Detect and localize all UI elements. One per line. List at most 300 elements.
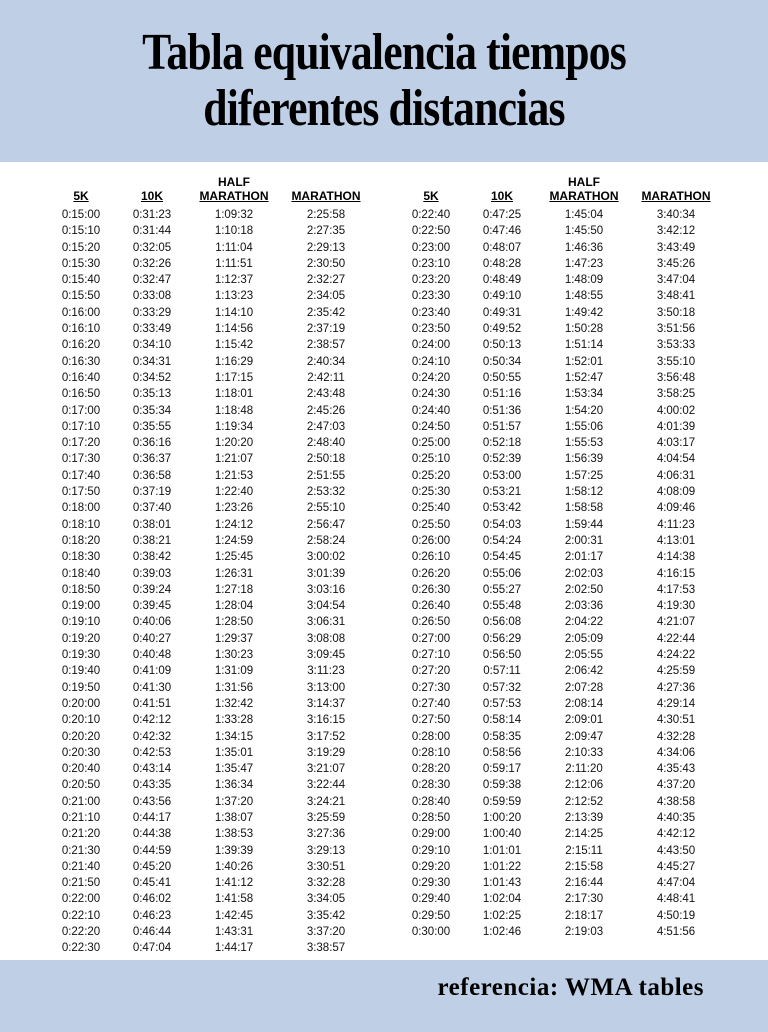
time-cell: 0:50:34 <box>482 355 522 368</box>
table-row <box>396 403 722 419</box>
time-cell: 1:01:22 <box>482 860 522 873</box>
time-cell: 2:14:25 <box>564 828 604 841</box>
table-row <box>396 305 722 321</box>
time-cell: 0:25:00 <box>411 437 451 450</box>
table-row <box>46 696 372 712</box>
time-cell: 2:35:42 <box>306 306 346 319</box>
table-row <box>396 419 722 435</box>
time-cell: 3:27:36 <box>306 828 346 841</box>
time-cell: 0:27:40 <box>411 697 451 710</box>
table-row <box>46 337 372 353</box>
table-row <box>396 614 722 630</box>
time-cell: 1:54:20 <box>564 404 604 417</box>
time-cell: 3:32:28 <box>306 877 346 890</box>
time-cell: 0:17:30 <box>61 453 101 466</box>
time-cell: 1:48:55 <box>564 290 604 303</box>
time-cell: 1:02:25 <box>482 909 522 922</box>
time-cell: 0:16:20 <box>61 339 101 352</box>
time-cell: 1:45:04 <box>564 209 604 221</box>
time-cell: 0:57:53 <box>482 697 522 710</box>
table-row <box>46 712 372 728</box>
time-cell: 0:27:00 <box>411 632 451 645</box>
time-cell: 1:10:18 <box>214 225 254 238</box>
time-cell: 0:42:32 <box>132 730 172 743</box>
time-cell: 0:47:25 <box>482 209 522 221</box>
time-cell: 2:25:58 <box>306 209 346 221</box>
time-cell: 0:28:30 <box>411 779 451 792</box>
table-row <box>46 826 372 842</box>
time-cell: 2:37:19 <box>306 323 346 336</box>
table-row <box>46 908 372 924</box>
time-cell: 3:58:25 <box>656 388 696 401</box>
time-cell: 0:24:20 <box>411 371 451 384</box>
time-cell: 0:47:46 <box>482 225 522 238</box>
time-cell: 3:45:26 <box>656 257 696 270</box>
time-cell: 0:28:20 <box>411 763 451 776</box>
time-cell: 0:45:41 <box>132 877 172 890</box>
title-line-1: Tabla equivalencia tiempos <box>142 23 626 81</box>
time-cell: 2:10:33 <box>564 746 604 759</box>
time-cell: 4:01:39 <box>656 420 696 433</box>
time-cell: 1:29:37 <box>214 632 254 645</box>
time-cell: 0:46:02 <box>132 893 172 906</box>
time-cell: 0:31:44 <box>132 225 172 238</box>
table-row <box>396 549 722 565</box>
time-cell: 0:32:05 <box>132 241 172 254</box>
time-cell: 0:16:10 <box>61 323 101 336</box>
time-cell: 0:22:10 <box>61 909 101 922</box>
time-cell: 1:01:01 <box>482 844 522 857</box>
time-cell: 3:43:49 <box>656 241 696 254</box>
time-cell: 1:58:12 <box>564 486 604 499</box>
time-cell: 2:29:13 <box>306 241 346 254</box>
time-cell: 3:47:04 <box>656 274 696 287</box>
col-header-top: HALF <box>218 175 250 189</box>
time-cell: 1:44:17 <box>214 942 254 955</box>
col-header-half-marathon <box>538 170 630 205</box>
time-cell: 0:35:55 <box>132 420 172 433</box>
table-row <box>396 761 722 777</box>
time-cell: 0:41:30 <box>132 681 172 694</box>
time-cell: 0:26:50 <box>411 616 451 629</box>
time-cell: 0:51:36 <box>482 404 522 417</box>
table-row <box>396 631 722 647</box>
time-cell: 0:16:00 <box>61 306 101 319</box>
time-cell: 2:05:55 <box>564 649 604 662</box>
time-cell: 0:40:27 <box>132 632 172 645</box>
time-cell: 1:30:23 <box>214 649 254 662</box>
time-cell: 0:50:13 <box>482 339 522 352</box>
table-row <box>46 647 372 663</box>
time-cell: 1:38:53 <box>214 828 254 841</box>
time-cell: 1:09:32 <box>214 209 254 221</box>
table-row <box>396 256 722 272</box>
time-cell: 4:48:41 <box>656 893 696 906</box>
table-row <box>46 321 372 337</box>
col-header-5k <box>396 170 466 205</box>
table-row <box>396 794 722 810</box>
time-cell: 0:28:10 <box>411 746 451 759</box>
time-cell: 0:33:49 <box>132 323 172 336</box>
time-cell: 4:25:59 <box>656 665 696 678</box>
table-row <box>46 386 372 402</box>
time-cell: 2:43:48 <box>306 388 346 401</box>
table-row <box>46 549 372 565</box>
time-cell: 0:23:20 <box>411 274 451 287</box>
time-cell: 1:18:01 <box>214 388 254 401</box>
time-cell: 0:16:30 <box>61 355 101 368</box>
table-row <box>396 435 722 451</box>
time-cell: 0:15:40 <box>61 274 101 287</box>
time-cell: 3:09:45 <box>306 649 346 662</box>
time-cell: 2:13:39 <box>564 811 604 824</box>
time-cell: 0:24:00 <box>411 339 451 352</box>
time-cell: 0:15:20 <box>61 241 101 254</box>
time-cell: 0:54:24 <box>482 534 522 547</box>
time-cell: 1:25:45 <box>214 551 254 564</box>
time-cell: 4:16:15 <box>656 567 696 580</box>
time-cell: 0:23:10 <box>411 257 451 270</box>
time-cell: 0:28:40 <box>411 795 451 808</box>
time-cell: 0:25:20 <box>411 469 451 482</box>
time-cell: 0:29:30 <box>411 877 451 890</box>
time-cell: 0:50:55 <box>482 371 522 384</box>
time-cell: 2:50:18 <box>306 453 346 466</box>
time-cell: 0:54:03 <box>482 518 522 531</box>
time-cell: 0:16:40 <box>61 371 101 384</box>
time-cell: 4:29:14 <box>656 697 696 710</box>
table-right-header <box>396 170 722 205</box>
time-cell: 1:41:12 <box>214 877 254 890</box>
time-cell: 0:29:10 <box>411 844 451 857</box>
time-cell: 1:14:10 <box>214 306 254 319</box>
col-header-label: MARATHON <box>291 189 361 203</box>
time-cell: 2:40:34 <box>306 355 346 368</box>
time-cell: 0:20:50 <box>61 779 101 792</box>
table-row <box>46 810 372 826</box>
col-header-label: MARATHON <box>641 189 711 203</box>
table-row <box>396 288 722 304</box>
time-cell: 0:38:21 <box>132 534 172 547</box>
table-row <box>396 272 722 288</box>
time-cell: 3:06:31 <box>306 616 346 629</box>
time-cell: 0:25:50 <box>411 518 451 531</box>
time-cell: 2:11:20 <box>565 763 603 776</box>
time-cell: 2:12:52 <box>564 795 604 808</box>
time-cell: 1:35:47 <box>214 763 254 776</box>
table-row <box>396 729 722 745</box>
time-cell: 2:32:27 <box>306 274 346 287</box>
time-cell: 4:37:20 <box>656 779 696 792</box>
time-cell: 1:42:45 <box>214 909 254 922</box>
table-row <box>396 826 722 842</box>
table-row <box>396 451 722 467</box>
time-cell: 0:18:00 <box>61 502 101 515</box>
time-cell: 0:21:50 <box>61 877 101 890</box>
time-cell: 0:36:58 <box>132 469 172 482</box>
time-cell: 0:42:53 <box>132 746 172 759</box>
time-cell: 0:19:40 <box>61 665 101 678</box>
table-left-body <box>46 207 372 957</box>
time-cell: 4:40:35 <box>656 811 696 824</box>
time-cell: 0:18:50 <box>61 583 101 596</box>
time-cell: 0:27:10 <box>411 649 451 662</box>
time-cell: 3:08:08 <box>306 632 346 645</box>
time-cell: 3:50:18 <box>656 306 696 319</box>
time-cell: 0:59:17 <box>482 763 522 776</box>
table-row <box>46 598 372 614</box>
time-cell: 0:55:27 <box>482 583 522 596</box>
col-header-top: HALF <box>568 175 600 189</box>
col-header-10k <box>466 170 538 205</box>
time-cell: 3:42:12 <box>656 225 696 238</box>
time-cell: 1:11:04 <box>215 241 253 254</box>
time-cell: 0:16:50 <box>61 388 101 401</box>
time-cell: 3:04:54 <box>306 600 346 613</box>
table-row <box>396 207 722 223</box>
time-cell: 2:00:31 <box>564 534 604 547</box>
time-cell: 3:16:15 <box>306 714 346 727</box>
equivalence-table-panel <box>0 162 768 960</box>
table-row <box>396 696 722 712</box>
time-cell: 0:54:45 <box>482 551 522 564</box>
time-cell: 1:32:42 <box>214 697 254 710</box>
time-cell: 0:36:16 <box>132 437 172 450</box>
time-cell: 1:51:14 <box>564 339 604 352</box>
table-row <box>46 729 372 745</box>
time-cell: 4:50:19 <box>656 909 696 922</box>
time-cell: 0:26:30 <box>411 583 451 596</box>
time-cell: 0:56:08 <box>482 616 522 629</box>
time-cell: 0:43:14 <box>132 763 172 776</box>
table-row <box>396 240 722 256</box>
time-cell: 2:53:32 <box>306 486 346 499</box>
time-cell: 3:24:21 <box>306 795 346 808</box>
table-row <box>46 272 372 288</box>
time-cell: 1:39:39 <box>214 844 254 857</box>
time-cell: 0:53:21 <box>482 486 522 499</box>
col-header-marathon <box>630 170 722 205</box>
time-cell: 1:43:31 <box>214 926 254 939</box>
time-cell: 1:21:53 <box>214 469 254 482</box>
table-row <box>46 940 372 956</box>
time-cell: 0:39:03 <box>132 567 172 580</box>
time-cell: 0:56:50 <box>482 649 522 662</box>
time-cell: 1:15:42 <box>214 339 254 352</box>
time-cell: 0:43:56 <box>132 795 172 808</box>
time-cell: 0:46:23 <box>132 909 172 922</box>
table-right-body <box>396 207 722 940</box>
table-row <box>396 321 722 337</box>
time-cell: 0:46:44 <box>132 926 172 939</box>
time-cell: 1:28:50 <box>214 616 254 629</box>
table-row <box>396 468 722 484</box>
table-row <box>396 875 722 891</box>
time-cell: 2:15:11 <box>565 844 603 857</box>
time-cell: 4:42:12 <box>656 828 696 841</box>
time-cell: 0:39:45 <box>132 600 172 613</box>
time-cell: 1:18:48 <box>214 404 254 417</box>
time-cell: 0:15:10 <box>61 225 101 238</box>
time-cell: 3:17:52 <box>306 730 346 743</box>
time-cell: 3:21:07 <box>306 763 346 776</box>
time-cell: 0:26:20 <box>411 567 451 580</box>
table-row <box>46 451 372 467</box>
time-cell: 2:42:11 <box>307 371 345 384</box>
table-row <box>46 875 372 891</box>
time-cell: 0:39:24 <box>132 583 172 596</box>
time-cell: 2:58:24 <box>306 534 346 547</box>
time-cell: 0:40:48 <box>132 649 172 662</box>
table-row <box>46 614 372 630</box>
time-cell: 1:50:28 <box>564 323 604 336</box>
time-cell: 2:38:57 <box>306 339 346 352</box>
time-cell: 0:18:30 <box>61 551 101 564</box>
time-cell: 0:19:10 <box>61 616 101 629</box>
time-cell: 0:20:10 <box>61 714 101 727</box>
time-cell: 3:11:23 <box>307 665 345 678</box>
time-cell: 1:00:40 <box>482 828 522 841</box>
time-cell: 4:38:58 <box>656 795 696 808</box>
time-cell: 1:16:29 <box>214 355 254 368</box>
time-cell: 2:56:47 <box>306 518 346 531</box>
col-header-5k <box>46 170 116 205</box>
col-header-10k <box>116 170 188 205</box>
time-cell: 2:55:10 <box>306 502 346 515</box>
table-row <box>46 924 372 940</box>
time-cell: 0:15:50 <box>61 290 101 303</box>
time-cell: 1:31:56 <box>214 681 254 694</box>
time-cell: 2:12:06 <box>564 779 604 792</box>
table-row <box>396 223 722 239</box>
time-cell: 0:49:31 <box>482 306 522 319</box>
table-row <box>396 598 722 614</box>
time-cell: 0:55:48 <box>482 600 522 613</box>
table-row <box>46 500 372 516</box>
time-cell: 1:13:23 <box>214 290 254 303</box>
time-cell: 0:19:30 <box>61 649 101 662</box>
time-cell: 2:47:03 <box>306 420 346 433</box>
time-cell: 1:37:20 <box>214 795 254 808</box>
time-cell: 0:32:47 <box>132 274 172 287</box>
time-cell: 1:17:15 <box>214 371 254 384</box>
time-cell: 1:31:09 <box>214 665 254 678</box>
time-cell: 0:59:59 <box>482 795 522 808</box>
time-cell: 3:22:44 <box>306 779 346 792</box>
time-cell: 0:21:30 <box>61 844 101 857</box>
time-cell: 4:24:22 <box>656 649 696 662</box>
time-cell: 0:25:30 <box>411 486 451 499</box>
time-cell: 0:17:20 <box>61 437 101 450</box>
time-cell: 4:43:50 <box>656 844 696 857</box>
table-row <box>46 223 372 239</box>
time-cell: 0:23:30 <box>411 290 451 303</box>
time-cell: 0:20:20 <box>61 730 101 743</box>
time-cell: 0:29:00 <box>411 828 451 841</box>
time-cell: 1:35:01 <box>214 746 254 759</box>
time-cell: 0:18:40 <box>61 567 101 580</box>
time-cell: 0:51:16 <box>482 388 522 401</box>
table-row <box>46 631 372 647</box>
time-cell: 4:34:06 <box>656 746 696 759</box>
time-cell: 0:22:00 <box>61 893 101 906</box>
reference-text: referencia: WMA tables <box>437 974 704 1001</box>
time-cell: 0:19:00 <box>61 600 101 613</box>
table-row <box>46 484 372 500</box>
time-cell: 2:04:22 <box>564 616 604 629</box>
col-header-half-marathon <box>188 170 280 205</box>
table-row <box>46 891 372 907</box>
time-cell: 0:21:00 <box>61 795 101 808</box>
time-cell: 0:40:06 <box>132 616 172 629</box>
time-cell: 1:58:58 <box>564 502 604 515</box>
time-cell: 0:21:10 <box>61 811 101 824</box>
time-cell: 0:41:09 <box>132 665 172 678</box>
table-row <box>46 240 372 256</box>
time-cell: 2:18:17 <box>564 909 604 922</box>
time-cell: 1:21:07 <box>214 453 254 466</box>
time-cell: 0:37:19 <box>132 486 172 499</box>
col-header-label: MARATHON <box>199 189 269 203</box>
time-cell: 2:19:03 <box>564 926 604 939</box>
time-cell: 0:15:00 <box>61 209 101 221</box>
time-cell: 2:08:14 <box>564 697 604 710</box>
time-cell: 4:17:53 <box>656 583 696 596</box>
time-cell: 2:45:26 <box>306 404 346 417</box>
time-cell: 3:35:42 <box>306 909 346 922</box>
time-cell: 2:06:42 <box>564 665 604 678</box>
table-row <box>396 370 722 386</box>
table-row <box>396 582 722 598</box>
time-cell: 3:13:00 <box>306 681 346 694</box>
table-row <box>46 354 372 370</box>
time-cell: 0:24:40 <box>411 404 451 417</box>
table-row <box>46 761 372 777</box>
time-cell: 0:29:40 <box>411 893 451 906</box>
time-cell: 0:49:52 <box>482 323 522 336</box>
time-cell: 0:55:06 <box>482 567 522 580</box>
table-row <box>396 500 722 516</box>
table-row <box>46 794 372 810</box>
time-cell: 0:44:17 <box>132 811 172 824</box>
table-row <box>396 843 722 859</box>
time-cell: 1:52:01 <box>564 355 604 368</box>
time-cell: 3:56:48 <box>656 371 696 384</box>
table-row <box>396 484 722 500</box>
time-cell: 0:43:35 <box>132 779 172 792</box>
time-cell: 1:27:18 <box>214 583 254 596</box>
time-cell: 4:22:44 <box>656 632 696 645</box>
time-cell: 0:15:30 <box>61 257 101 270</box>
time-cell: 1:53:34 <box>564 388 604 401</box>
time-cell: 0:33:08 <box>132 290 172 303</box>
time-cell: 0:29:50 <box>411 909 451 922</box>
time-cell: 0:28:50 <box>411 811 451 824</box>
time-cell: 1:11:51 <box>215 257 253 270</box>
time-cell: 1:20:20 <box>214 437 254 450</box>
table-row <box>46 777 372 793</box>
time-cell: 0:18:20 <box>61 534 101 547</box>
time-cell: 0:22:30 <box>61 942 101 955</box>
title-line-2: diferentes distancias <box>203 80 565 137</box>
time-cell: 4:13:01 <box>656 534 696 547</box>
table-row <box>396 386 722 402</box>
time-cell: 0:20:00 <box>61 697 101 710</box>
time-cell: 3:38:57 <box>306 942 346 955</box>
time-cell: 0:18:10 <box>61 518 101 531</box>
time-cell: 4:11:23 <box>657 518 695 531</box>
table-row <box>396 533 722 549</box>
